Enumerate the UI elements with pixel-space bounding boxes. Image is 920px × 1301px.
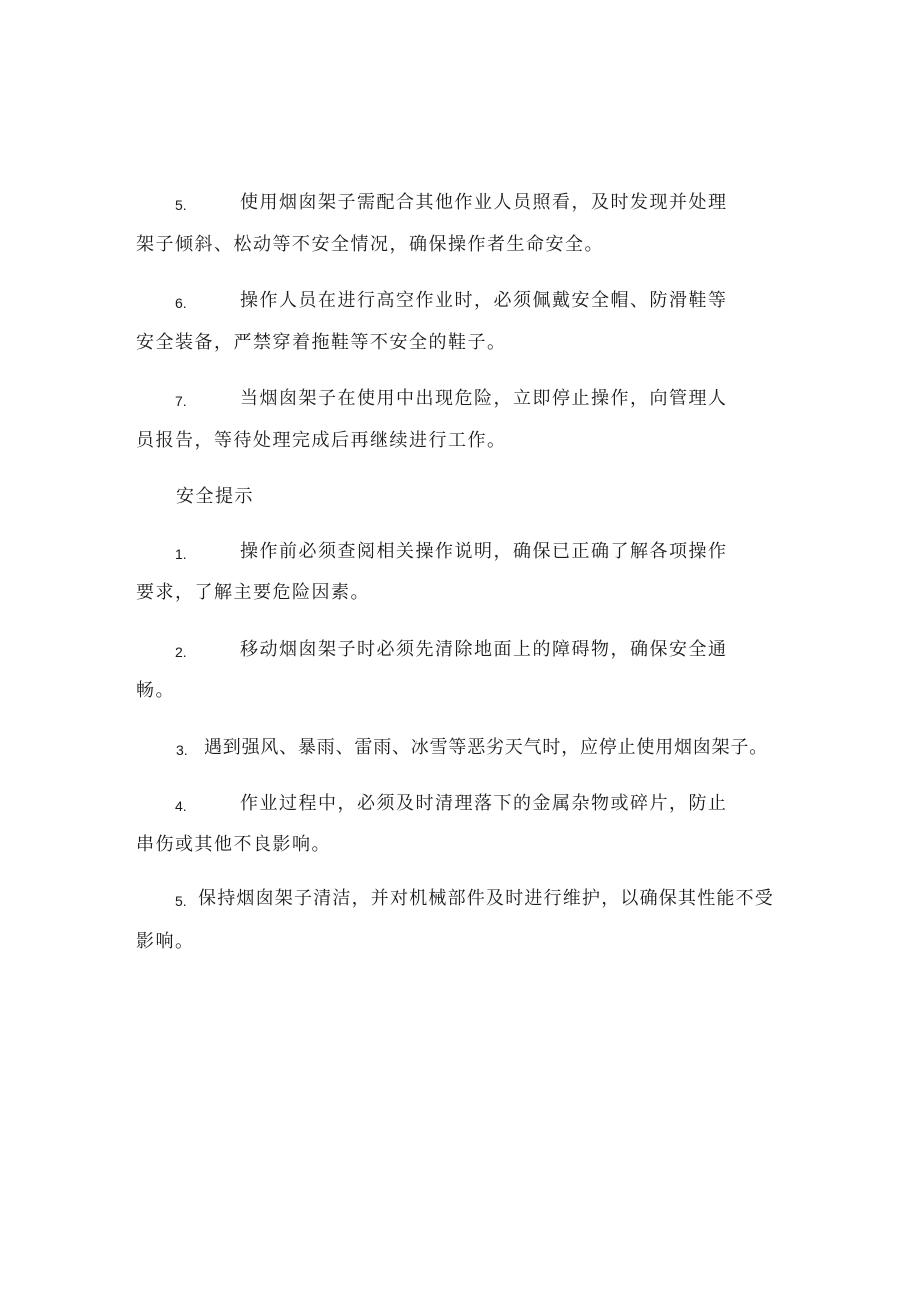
item-text-line1: 作业过程中，必须及时清理落下的金属杂物或碎片，防止 — [240, 793, 728, 814]
item-number: 6. — [175, 295, 187, 311]
item-text-line2: 串伤或其他不良影响。 — [136, 834, 331, 855]
item-text-line1: 移动烟囱架子时必须先清除地面上的障碍物，确保安全通 — [240, 639, 728, 660]
item-text-line2: 安全装备，严禁穿着拖鞋等不安全的鞋子。 — [136, 332, 507, 353]
item-number: 5. — [175, 197, 187, 213]
item-text-line2: 员报告，等待处理完成后再继续进行工作。 — [136, 430, 507, 451]
item-text-line1: 操作前必须查阅相关操作说明，确保已正确了解各项操作 — [240, 541, 728, 562]
item-text-line2: 畅。 — [136, 680, 175, 701]
item-text-line1: 当烟囱架子在使用中出现危险，立即停止操作，向管理人 — [240, 388, 728, 409]
item-number: 5. — [175, 893, 187, 909]
item-text-line1: 操作人员在进行高空作业时，必须佩戴安全帽、防滑鞋等 — [240, 290, 728, 311]
item-text-line1: 使用烟囱架子需配合其他作业人员照看，及时发现并处理 — [240, 192, 728, 213]
section-heading: 安全提示 — [176, 486, 254, 507]
item-text-line2: 要求，了解主要危险因素。 — [136, 582, 370, 603]
item-text-line1: 遇到强风、暴雨、雷雨、冰雪等恶劣天气时，应停止使用烟囱架子。 — [204, 737, 768, 758]
item-number: 2. — [175, 644, 187, 660]
item-text-line1: 保持烟囱架子清洁，并对机械部件及时进行维护，以确保其性能不受 — [198, 888, 774, 909]
item-number: 1. — [175, 546, 187, 562]
item-number: 3. — [176, 742, 188, 758]
item-number: 7. — [175, 393, 187, 409]
item-text-line2: 架子倾斜、松动等不安全情况，确保操作者生命安全。 — [136, 234, 604, 255]
item-number: 4. — [175, 798, 187, 814]
item-text-line2: 影响。 — [136, 931, 195, 952]
